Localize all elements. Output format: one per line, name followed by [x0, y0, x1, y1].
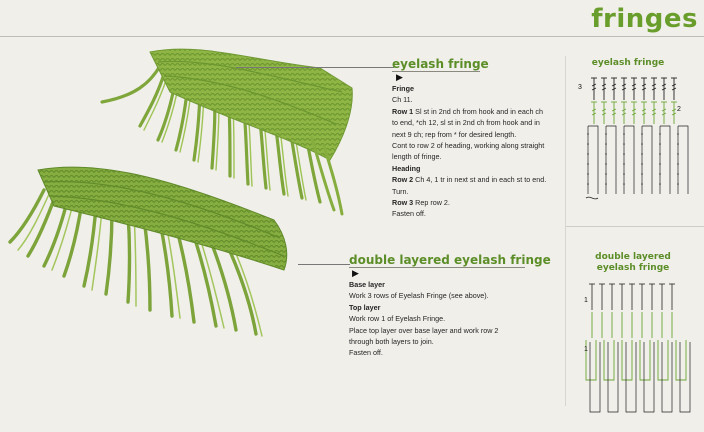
row1-text-1: Sl st in 2nd ch from hook and in each ch [415, 106, 544, 116]
base-layer-text: Work 3 rows of Eyelash Fringe (see above). [349, 291, 489, 301]
row1-line-3: next 9 ch; rep from * for desired length. [392, 129, 517, 139]
double-fringe-title: double layered eyelash fringe [349, 253, 551, 267]
eyelash-stitch-chart [584, 74, 694, 204]
top-line-2: Place top layer over base layer and work row 2 [349, 325, 499, 335]
cont-line-2: length of fringe. [392, 152, 442, 162]
eyelash-row-number-3: 3 [578, 84, 582, 91]
row2-text-1: Ch 4, 1 tr in next st and in each st to end. [415, 175, 547, 185]
eyelash-leader-line [236, 67, 394, 68]
base-layer-heading: Base layer [349, 280, 385, 289]
page-title: fringes [591, 4, 698, 34]
heading-heading: Heading [392, 163, 421, 173]
top-layer-heading: Top layer [349, 302, 381, 312]
double-fasten-off: Fasten off. [349, 348, 383, 358]
double-chart-title [578, 252, 688, 274]
double-chart-title-line-2: eyelash fringe [596, 263, 670, 273]
eyelash-chart-title: eyelash fringe [591, 58, 665, 68]
double-row-number-1b: 1 [584, 346, 588, 353]
top-line-1: Work row 1 of Eyelash Fringe. [349, 314, 446, 324]
fringe-chain: Ch 11. [392, 95, 413, 105]
top-line-3: through both layers to join. [349, 337, 434, 347]
eyelash-pattern-text [392, 83, 564, 220]
double-title-underline [349, 267, 525, 268]
eyelash-title-underline [392, 71, 480, 72]
row3-text: Rep row 2. [415, 198, 450, 208]
eyelash-fasten-off: Fasten off. [392, 209, 426, 219]
double-leader-line [298, 264, 350, 265]
fringe-heading: Fringe [392, 84, 414, 93]
double-row-number-1a: 1 [584, 297, 588, 304]
row1-line-1 [392, 106, 564, 117]
row1-line-2: to end, *ch 12, sl st in 2nd ch from hook and in [392, 118, 540, 128]
double-layered-stitch-chart [584, 280, 694, 420]
row3-line [392, 197, 564, 208]
row1-label: Row 1 [392, 106, 414, 116]
arrow-right-icon: ▶ [396, 72, 403, 82]
eyelash-row-number-2: 2 [677, 106, 681, 113]
double-layered-fringe-photo [4, 150, 294, 350]
double-pattern-text [349, 279, 549, 359]
row2-line-1 [392, 174, 564, 185]
row2-line-2: Turn. [392, 186, 409, 196]
arrow-right-icon: ▶ [352, 268, 359, 278]
header-rule [0, 36, 704, 37]
chart-divider [566, 226, 704, 227]
row2-label: Row 2 [392, 175, 414, 185]
eyelash-fringe-title: eyelash fringe [392, 57, 489, 71]
row3-label: Row 3 [392, 198, 414, 208]
double-chart-title-line-1: double layered [595, 252, 671, 262]
cont-line-1: Cont to row 2 of heading, working along straight [392, 141, 545, 151]
column-divider [565, 56, 566, 406]
